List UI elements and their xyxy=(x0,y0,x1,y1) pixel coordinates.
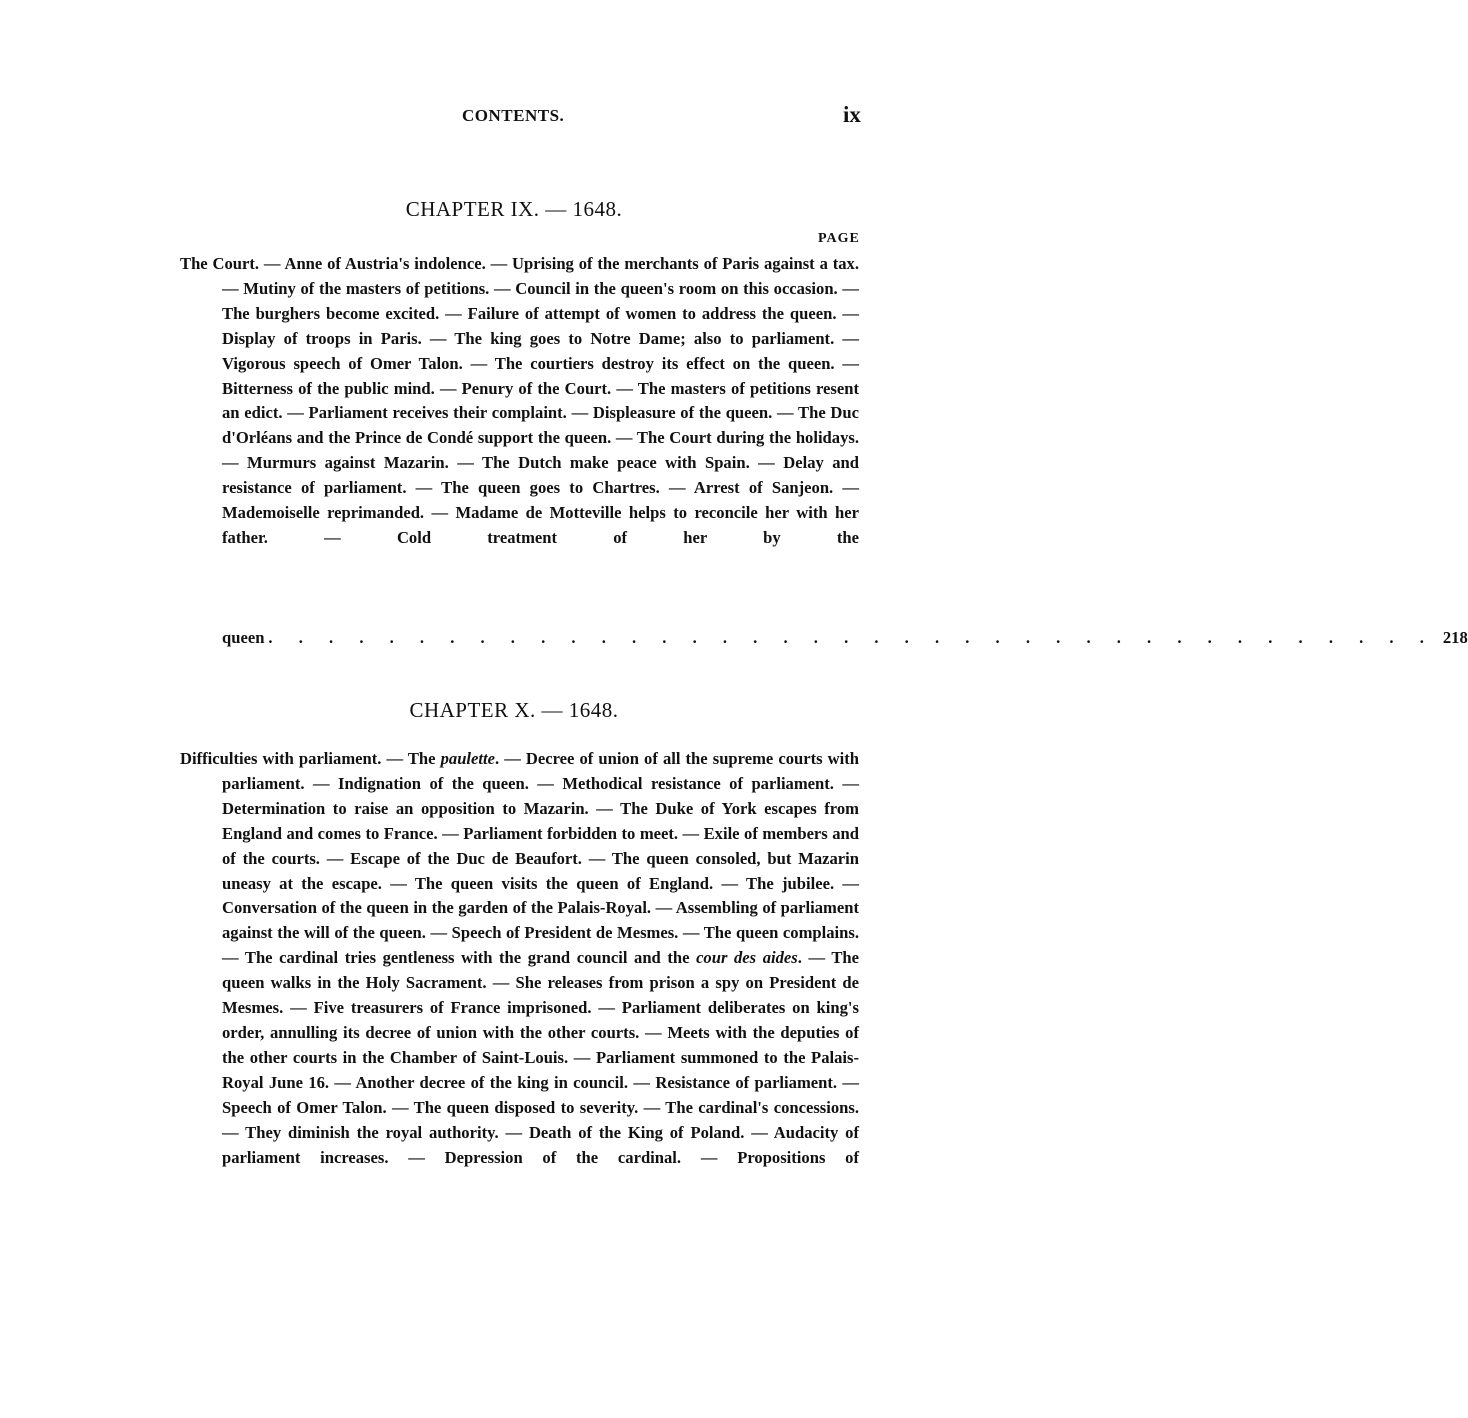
running-title: CONTENTS. xyxy=(462,106,565,125)
dot-leader: . . . . . . . . . . . . . . . . . . . . . . . . . . . . . . . . . . . . . . . xyxy=(268,628,1435,647)
chapter-x-summary xyxy=(180,747,859,1170)
chapter-ix-page: 218 xyxy=(1442,628,1468,647)
chapter-ix-final-word: queen xyxy=(222,628,265,647)
chapter-x-summary-part-1: Difficulties with parliament. — The xyxy=(180,749,441,768)
chapter-ix-summary: The Court. — Anne of Austria's indolence. — Uprising of the merchants of Paris against a tax. — Mutiny of the masters of petitions. — Council in the queen's room on this occasion. — The burghers become excited. — Failure of attempt of women to address the queen. — Display of troops in Paris. — The king goes to Notre Dame; also to parliament. — Vigorous speech of Omer Talon. — The courtiers destroy its effect on the queen. — Bitterness of the public mind. — Penury of the Court. — The masters of petitions resent an edict. — Parliament receives their complaint. — Displeasure of the queen. — The Duc d'Orléans and the Prince de Condé support the queen. — The Court during the holidays. — Murmurs against Mazarin. — The Dutch make peace with Spain. — Delay and resistance of parliament. — The queen goes to Chartres. — Arrest of Sanjeon. — Mademoiselle reprimanded. — Madame de Motteville helps to reconcile her with her father. — Cold treatment of her by the xyxy=(180,254,859,547)
chapter-x-italic-2: cour des aides xyxy=(696,948,798,968)
chapter-x-italic-1: paulette xyxy=(440,749,495,768)
chapter-ix-final-line xyxy=(222,625,1468,650)
chapter-x-summary-part-2: . — Decree of union of all the supreme courts with parliament. — Indignation of the queen. — Methodical resistance of parliament. — Determination to raise an opposition to Mazarin. — The Duke of York escapes from England and comes to France. — Parliament forbidden to meet. — Exile of members and of the courts. — Escape of the Duc de Beaufort. — The queen consoled, but Mazarin uneasy at the escape. — The queen visits the queen of England. — The jubilee. — Conversation of the queen in the garden of the Palais-Royal. — Assembling of parliament against the will of the queen. — Speech of President de Mesmes. — The queen complains. — The cardinal tries gentleness with the grand council and the xyxy=(222,749,860,968)
page-number: ix xyxy=(843,102,861,127)
chapter-heading-ix: CHAPTER IX. — 1648. xyxy=(405,197,623,221)
chapter-heading-x: CHAPTER X. — 1648. xyxy=(409,698,619,722)
chapter-x-summary-part-3: . — The queen walks in the Holy Sacrament. — She releases from prison a spy on President de Mesmes. — Five treasurers of France imprisoned. — Parliament deliberates on king's order, annulling its decree of union with the other courts. — Meets with the deputies of the other courts in the Chamber of Saint-Louis. — Parliament summoned to the Palais-Royal June 16. — Another decree of the king in council. — Resistance of parliament. — Speech of Omer Talon. — The queen disposed to severity. — The cardinal's concessions. — They diminish the royal authority. — Death of the King of Poland. — Audacity of parliament increases. — Depression of the cardinal. — Propositions of xyxy=(222,948,860,1167)
running-head xyxy=(0,102,1000,136)
page-column-label: PAGE xyxy=(818,231,860,246)
